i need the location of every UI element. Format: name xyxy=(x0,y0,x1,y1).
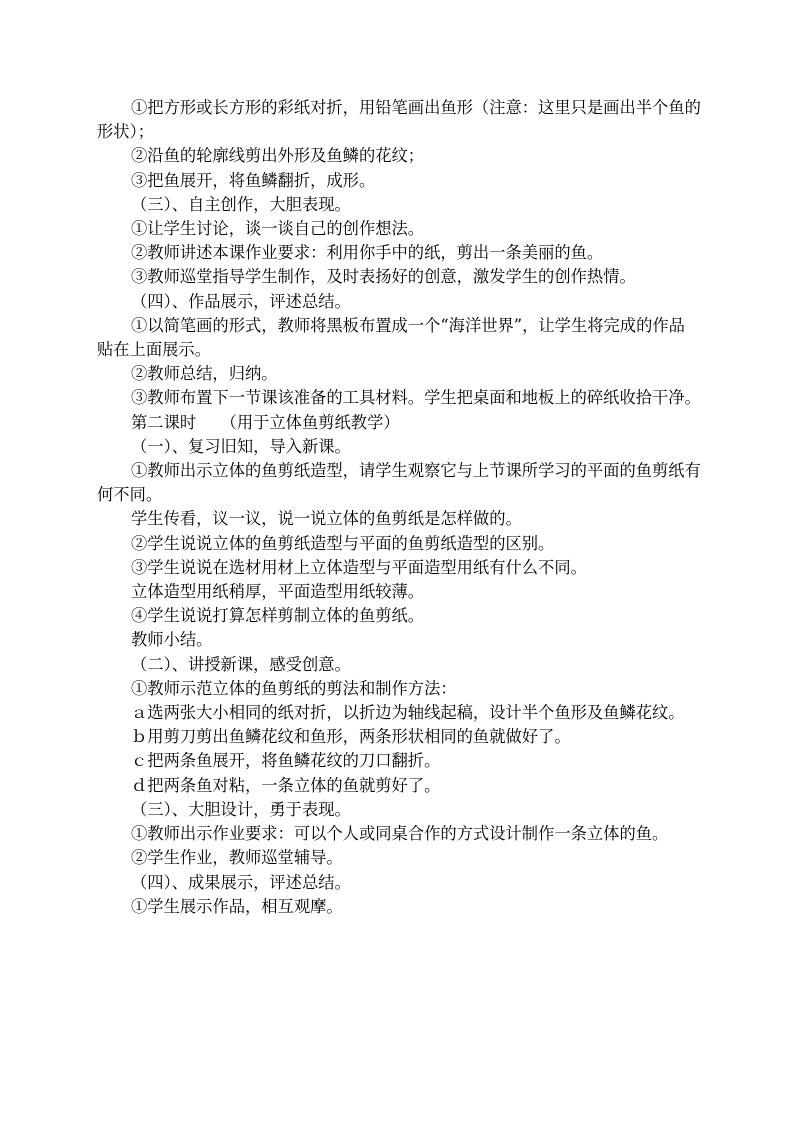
lesson-heading: 第二课时 （用于立体鱼剪纸教学） xyxy=(131,412,400,432)
document-page xyxy=(97,96,701,919)
step-item: ｃ把两条鱼展开，将鱼鳞花纹的刀口翻折。 xyxy=(131,751,441,771)
paragraph: ②学生说说立体的鱼剪纸造型与平面的鱼剪纸造型的区别。 xyxy=(131,533,555,553)
paragraph: 立体造型用纸稍厚，平面造型用纸较薄。 xyxy=(131,582,425,602)
paragraph: 教师小结。 xyxy=(131,630,213,650)
paragraph: ①把方形或长方形的彩纸对折，用铅笔画出鱼形（注意：这里只是画出半个鱼的形状）； xyxy=(97,98,701,142)
section-heading: （四）、作品展示，评述总结。 xyxy=(131,291,351,311)
paragraph: ①教师示范立体的鱼剪纸的剪法和制作方法： xyxy=(131,678,457,698)
paragraph: ③学生说说在选材用材上立体造型与平面造型用纸有什么不同。 xyxy=(131,557,587,577)
step-item: ｂ用剪刀剪出鱼鳞花纹和鱼形，两条形状相同的鱼就做好了。 xyxy=(131,727,571,747)
paragraph: ②学生作业，教师巡堂辅导。 xyxy=(131,848,343,868)
paragraph: ①教师出示作业要求：可以个人或同桌合作的方式设计制作一条立体的鱼。 xyxy=(131,824,669,844)
section-heading: （四）、成果展示，评述总结。 xyxy=(131,872,351,892)
section-heading: （二）、讲授新课，感受创意。 xyxy=(131,654,351,674)
paragraph: ①以简笔画的形式，教师将黑板布置成一个“海洋世界”，让学生将完成的作品贴在上面展示。 xyxy=(97,315,685,360)
paragraph: ②教师总结，归纳。 xyxy=(131,364,278,384)
step-item: ａ选两张大小相同的纸对折，以折边为轴线起稿，设计半个鱼形及鱼鳞花纹。 xyxy=(131,703,685,723)
section-heading: （三）、大胆设计，勇于表现。 xyxy=(131,799,351,819)
section-heading: （一）、复习旧知，导入新课。 xyxy=(131,436,351,456)
paragraph: ③教师巡堂指导学生制作，及时表扬好的创意，激发学生的创作热情。 xyxy=(131,267,636,287)
paragraph: ②沿鱼的轮廓线剪出外形及鱼鳞的花纹； xyxy=(131,146,425,166)
paragraph: ②教师讲述本课作业要求：利用你手中的纸，剪出一条美丽的鱼。 xyxy=(131,243,604,263)
section-heading: （三）、自主创作，大胆表现。 xyxy=(131,194,351,214)
paragraph: ①教师出示立体的鱼剪纸造型，请学生观察它与上节课所学习的平面的鱼剪纸有何不同。 xyxy=(97,461,701,505)
paragraph: ①让学生讨论，谈一谈自己的创作想法。 xyxy=(131,219,425,239)
paragraph: ①学生展示作品，相互观摩。 xyxy=(131,896,343,916)
paragraph: ③把鱼展开，将鱼鳞翻折，成形。 xyxy=(131,170,376,190)
paragraph: ④学生说说打算怎样剪制立体的鱼剪纸。 xyxy=(131,606,425,626)
paragraph: ③教师布置下一节课该准备的工具材料。学生把桌面和地板上的碎纸收拾干净。 xyxy=(131,388,701,408)
paragraph: 学生传看，议一议，说一说立体的鱼剪纸是怎样做的。 xyxy=(131,509,522,529)
step-item: ｄ把两条鱼对粘，一条立体的鱼就剪好了。 xyxy=(131,775,441,795)
